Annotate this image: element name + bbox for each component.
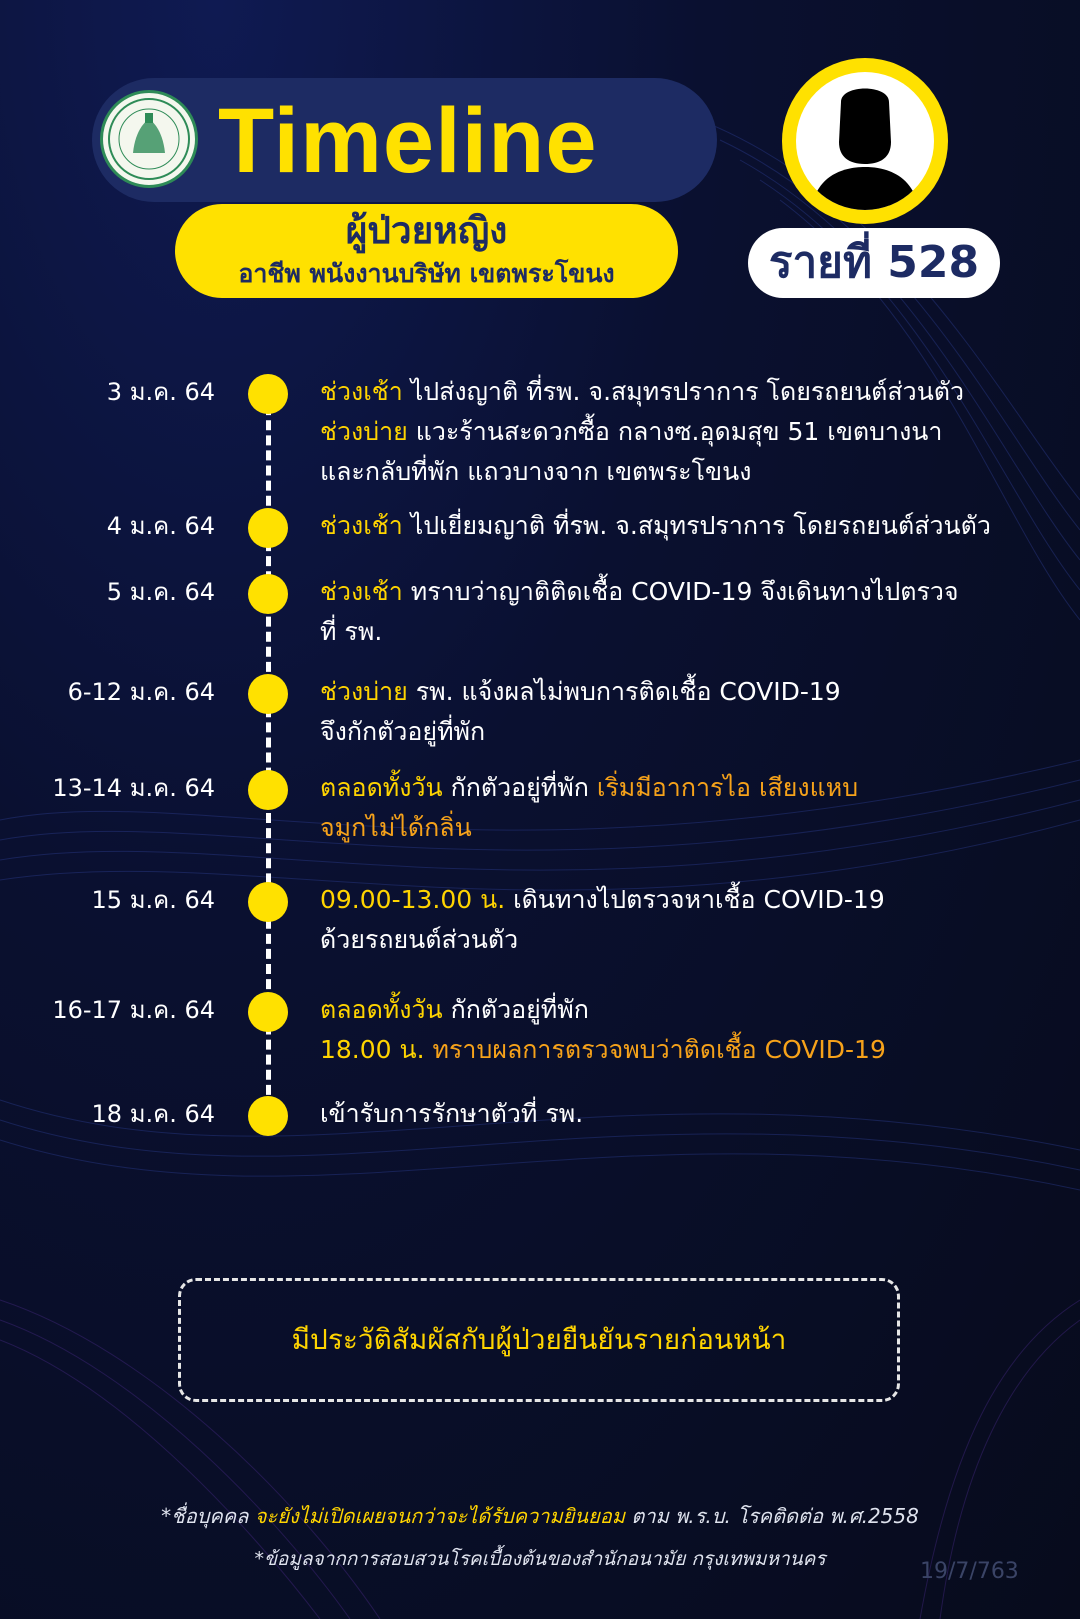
timeline-event-text: จมูกไม่ได้กลิ่น bbox=[320, 813, 472, 842]
timeline-event-text: ทราบผลการตรวจพบว่าติดเชื้อ COVID-19 bbox=[424, 1035, 886, 1064]
timeline-dot bbox=[248, 770, 288, 810]
timeline-event-text: ไปส่งญาติ ที่รพ. จ.สมุทรปราการ โดยรถยนต์ส่วนตัว bbox=[402, 377, 965, 406]
timeline-event-text: และกลับที่พัก แถวบางจาก เขตพระโขนง bbox=[320, 457, 752, 486]
timeline-event bbox=[320, 1094, 1065, 1134]
timeline-event-text: ช่วงบ่าย bbox=[320, 677, 408, 706]
timeline-event-line bbox=[320, 1030, 1065, 1070]
patient-gender: ผู้ป่วยหญิง bbox=[345, 209, 508, 252]
timeline-event-text: เดินทางไปตรวจหาเชื้อ COVID-19 bbox=[505, 885, 885, 914]
timeline-event-line bbox=[320, 808, 1065, 848]
timeline-event bbox=[320, 990, 1065, 1070]
timeline-date: 6-12 ม.ค. 64 bbox=[67, 678, 215, 706]
contact-history-note: มีประวัติสัมผัสกับผู้ป่วยยืนยันรายก่อนหน้า bbox=[291, 1323, 787, 1356]
timeline-event-text: 09.00-13.00 น. bbox=[320, 885, 506, 914]
privacy-note-part1: *ชื่อบุคคล bbox=[161, 1504, 255, 1528]
timeline-event-text: เริ่มมีอาการไอ เสียงแหบ bbox=[596, 773, 859, 802]
timeline-event-text: จึงกักตัวอยู่ที่พัก bbox=[320, 717, 486, 746]
timeline-event-line bbox=[320, 672, 1065, 712]
timeline-event bbox=[320, 506, 1065, 546]
timeline-event-line bbox=[320, 372, 1065, 412]
person-silhouette-icon bbox=[796, 72, 934, 210]
privacy-note bbox=[0, 1502, 1080, 1530]
timeline-event-text: กักตัวอยู่ที่พัก bbox=[442, 995, 589, 1024]
patient-occupation: อาชีพ พนังงานบริษัท เขตพระโขนง bbox=[238, 259, 615, 288]
timeline-dot bbox=[248, 674, 288, 714]
timeline-date: 5 ม.ค. 64 bbox=[106, 578, 215, 606]
timeline-event-text: 18.00 น. bbox=[320, 1035, 425, 1064]
timeline-dot bbox=[248, 992, 288, 1032]
timeline-event-line bbox=[320, 572, 1065, 612]
timeline-event bbox=[320, 768, 1065, 848]
timeline-event-text: ช่วงเช้า bbox=[320, 511, 403, 540]
timeline-event-line bbox=[320, 990, 1065, 1030]
timeline-date: 15 ม.ค. 64 bbox=[91, 886, 215, 914]
timeline-event-line bbox=[320, 920, 1065, 960]
timeline-dot bbox=[248, 374, 288, 414]
timeline-event-line bbox=[320, 452, 1065, 492]
timeline-event-line bbox=[320, 412, 1065, 452]
timeline-event-text: ช่วงบ่าย bbox=[320, 417, 408, 446]
timeline-event-line bbox=[320, 612, 1065, 652]
privacy-note-part3: ตาม พ.ร.บ. โรคติดต่อ พ.ศ.2558 bbox=[625, 1504, 919, 1528]
timeline-event-text: เข้ารับการรักษาตัวที่ รพ. bbox=[320, 1099, 584, 1128]
timeline-event-text: แวะร้านสะดวกซื้อ กลางซ.อุดมสุข 51 เขตบางนา bbox=[407, 417, 943, 446]
timeline-event-text: ไปเยี่ยมญาติ ที่รพ. จ.สมุทรปราการ โดยรถยนต์ส่วนตัว bbox=[402, 511, 991, 540]
watermark: 19/7/763 bbox=[920, 1559, 1019, 1584]
timeline-date: 16-17 ม.ค. 64 bbox=[52, 996, 215, 1024]
case-number: รายที่ 528 bbox=[768, 237, 980, 288]
timeline-event bbox=[320, 672, 1065, 752]
timeline-date: 3 ม.ค. 64 bbox=[106, 378, 215, 406]
timeline-date: 18 ม.ค. 64 bbox=[91, 1100, 215, 1128]
timeline-event-text: ช่วงเช้า bbox=[320, 577, 403, 606]
page-title: Timeline bbox=[218, 90, 598, 192]
timeline-event-line bbox=[320, 768, 1065, 808]
timeline-dot bbox=[248, 1096, 288, 1136]
timeline-event-text: ด้วยรถยนต์ส่วนตัว bbox=[320, 925, 519, 954]
privacy-note-highlight: จะยังไม่เปิดเผยจนกว่าจะได้รับความยินยอม bbox=[254, 1504, 625, 1528]
timeline-event-text: ทราบว่าญาติติดเชื้อ COVID-19 จึงเดินทางไปตรวจ bbox=[402, 577, 959, 606]
timeline-event-text: กักตัวอยู่ที่พัก bbox=[442, 773, 597, 802]
timeline-event-text: รพ. แจ้งผลไม่พบการติดเชื้อ COVID-19 bbox=[407, 677, 841, 706]
timeline-date: 4 ม.ค. 64 bbox=[106, 512, 215, 540]
timeline-event-text: ตลอดทั้งวัน bbox=[320, 995, 443, 1024]
timeline-event-text: ช่วงเช้า bbox=[320, 377, 403, 406]
timeline-event-line bbox=[320, 1094, 1065, 1134]
timeline-event-line bbox=[320, 712, 1065, 752]
source-note: *ข้อมูลจากการสอบสวนโรคเบื้องต้นของสำนักอนามัย กรุงเทพมหานคร bbox=[254, 1548, 826, 1570]
bangkok-seal-logo bbox=[100, 90, 198, 188]
timeline-event bbox=[320, 372, 1065, 492]
timeline-event-text: ที่ รพ. bbox=[320, 617, 383, 646]
timeline-dot bbox=[248, 882, 288, 922]
timeline-event bbox=[320, 572, 1065, 652]
timeline-event-text: ตลอดทั้งวัน bbox=[320, 773, 443, 802]
timeline-date: 13-14 ม.ค. 64 bbox=[52, 774, 215, 802]
timeline-event-line bbox=[320, 880, 1065, 920]
timeline-event-line bbox=[320, 506, 1065, 546]
timeline-event bbox=[320, 880, 1065, 960]
timeline-dot bbox=[248, 508, 288, 548]
timeline-dot bbox=[248, 574, 288, 614]
